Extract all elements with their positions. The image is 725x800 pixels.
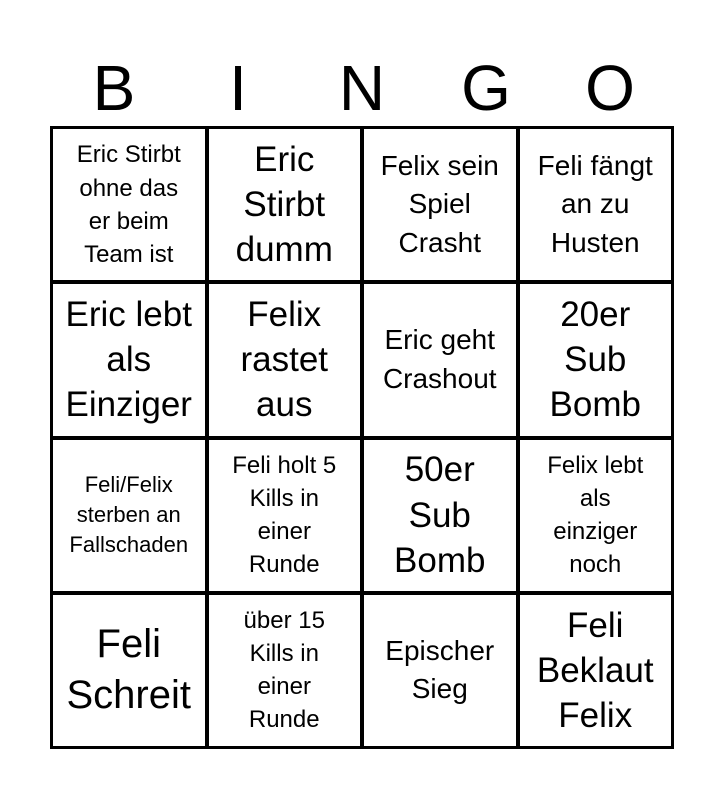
bingo-cell-text: Eric lebt als Einziger [65,295,192,425]
bingo-header [52,52,672,124]
bingo-cell-7[interactable] [364,284,516,435]
bingo-cell-text: 50er Sub Bomb [394,450,486,580]
bingo-cell-14[interactable] [209,595,361,746]
bingo-cell-16[interactable] [520,595,672,746]
bingo-cell-4[interactable] [520,129,672,280]
bingo-cell-13[interactable] [53,595,205,746]
header-letter-g: G [461,52,511,124]
bingo-cell-text: 20er Sub Bomb [549,295,641,425]
header-letter-i: I [229,52,247,124]
bingo-cell-text: Epischer Sieg [385,634,495,705]
bingo-cell-text: Feli Schreit [66,622,191,718]
bingo-cell-text: Feli fängt an zu Husten [537,149,653,258]
bingo-cell-text: Eric Stirbt dumm [235,139,333,270]
bingo-cell-text: Eric geht Crashout [382,324,497,394]
bingo-cell-text: Felix lebt als einziger noch [547,451,644,579]
bingo-cell-text: Felix rastet aus [240,295,329,425]
bingo-cell-15[interactable] [364,595,516,746]
bingo-cell-10[interactable] [209,440,361,591]
header-letter-o: O [585,52,635,124]
bingo-cell-text: Eric Stirbt ohne das er beim Team ist [76,141,181,268]
bingo-cell-9[interactable] [53,440,205,591]
bingo-cell-text: Feli holt 5 Kills in einer Runde [232,451,337,579]
bingo-cell-6[interactable] [209,284,361,435]
bingo-cell-text: über 15 Kills in einer Runde [243,607,325,734]
bingo-board [50,126,674,749]
header-letter-n: N [338,52,386,124]
bingo-cell-1[interactable] [53,129,205,280]
bingo-cell-12[interactable] [520,440,672,591]
bingo-cell-2[interactable] [209,129,361,280]
header-letter-b: B [92,52,136,124]
bingo-cell-text: Felix sein Spiel Crasht [380,149,499,258]
bingo-cell-text: Feli/Felix sterben an Fallschaden [69,472,189,558]
bingo-cell-8[interactable] [520,284,672,435]
bingo-cell-text: Feli Beklaut Felix [536,605,654,735]
bingo-cell-3[interactable] [364,129,516,280]
bingo-cell-5[interactable] [53,284,205,435]
bingo-cell-11[interactable] [364,440,516,591]
